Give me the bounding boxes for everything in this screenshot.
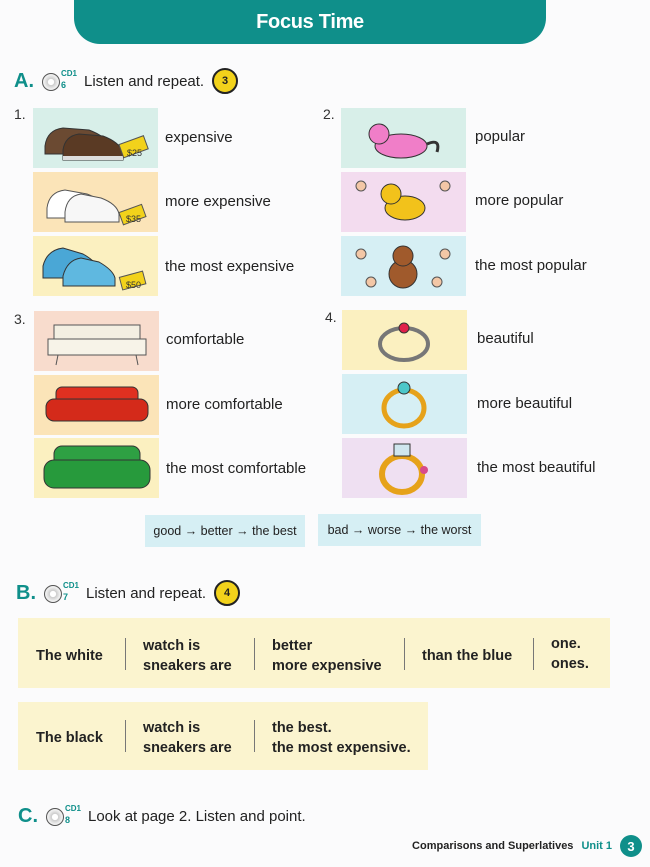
section-a-heading bbox=[14, 68, 238, 94]
comparison-word: more popular bbox=[475, 192, 564, 209]
page-footer bbox=[412, 835, 642, 857]
comparison-word: the most popular bbox=[475, 257, 587, 274]
ring-image bbox=[342, 374, 467, 434]
cd-icon: CD1 8 bbox=[46, 804, 80, 828]
comparison-word: expensive bbox=[165, 129, 233, 146]
cd-icon: CD1 7 bbox=[44, 581, 78, 605]
sofa-image bbox=[34, 375, 159, 435]
comparative-table: The white watch is sneakers are better more expensive than the blue one. ones. bbox=[18, 618, 610, 688]
comparison-word: comfortable bbox=[166, 331, 245, 348]
section-a-letter: A. bbox=[14, 69, 34, 92]
cat-toy-image bbox=[341, 108, 466, 168]
page-number: 3 bbox=[620, 835, 642, 857]
footer-unit: Unit 1 bbox=[581, 840, 612, 852]
headphone-icon[interactable]: 3 bbox=[212, 68, 238, 94]
group-number: 3. bbox=[14, 311, 26, 327]
section-c-instruction: Look at page 2. Listen and point. bbox=[88, 807, 306, 825]
superlative-table: The black watch is sneakers are the best. the most expensive. bbox=[18, 702, 428, 770]
comparison-word: popular bbox=[475, 128, 526, 145]
headphone-icon[interactable]: 4 bbox=[214, 580, 240, 606]
irregular-bad-box: bad → worse → the worst bbox=[318, 514, 481, 546]
comparison-word: more expensive bbox=[165, 193, 271, 210]
dog-toy-image bbox=[341, 172, 466, 232]
bear-toy-image bbox=[341, 236, 466, 296]
section-c-heading bbox=[18, 804, 306, 828]
sneakers-image bbox=[33, 172, 158, 232]
section-b-instruction: Listen and repeat. bbox=[86, 584, 207, 602]
section-b-heading bbox=[16, 580, 240, 606]
svg-text:$25: $25 bbox=[127, 148, 143, 158]
comparison-word: the most comfortable bbox=[166, 460, 307, 477]
sofa-image bbox=[34, 438, 159, 498]
sofa-image bbox=[34, 311, 159, 371]
ring-image bbox=[342, 310, 467, 370]
section-b-letter: B. bbox=[16, 581, 36, 604]
section-a-instruction: Listen and repeat. bbox=[84, 72, 205, 90]
comparison-word: beautiful bbox=[477, 330, 534, 347]
group-number: 2. bbox=[323, 106, 335, 122]
page-header bbox=[74, 0, 546, 44]
comparison-word: more beautiful bbox=[477, 395, 573, 412]
svg-text:$50: $50 bbox=[126, 280, 142, 290]
group-number: 4. bbox=[325, 309, 337, 325]
footer-topic: Comparisons and Superlatives bbox=[412, 840, 574, 852]
shoes-image bbox=[33, 108, 158, 168]
cd-icon: CD1 6 bbox=[42, 69, 76, 93]
svg-text:$35: $35 bbox=[126, 214, 142, 224]
comparison-word: the most expensive bbox=[165, 258, 295, 275]
irregular-good-box: good → better → the best bbox=[145, 515, 305, 547]
header-title: Focus Time bbox=[256, 10, 364, 33]
comparison-word: the most beautiful bbox=[477, 459, 596, 476]
sneakers-image bbox=[33, 236, 158, 296]
group-number: 1. bbox=[14, 106, 26, 122]
comparison-word: more comfortable bbox=[166, 396, 283, 413]
section-c-letter: C. bbox=[18, 804, 38, 827]
ring-image bbox=[342, 438, 467, 498]
